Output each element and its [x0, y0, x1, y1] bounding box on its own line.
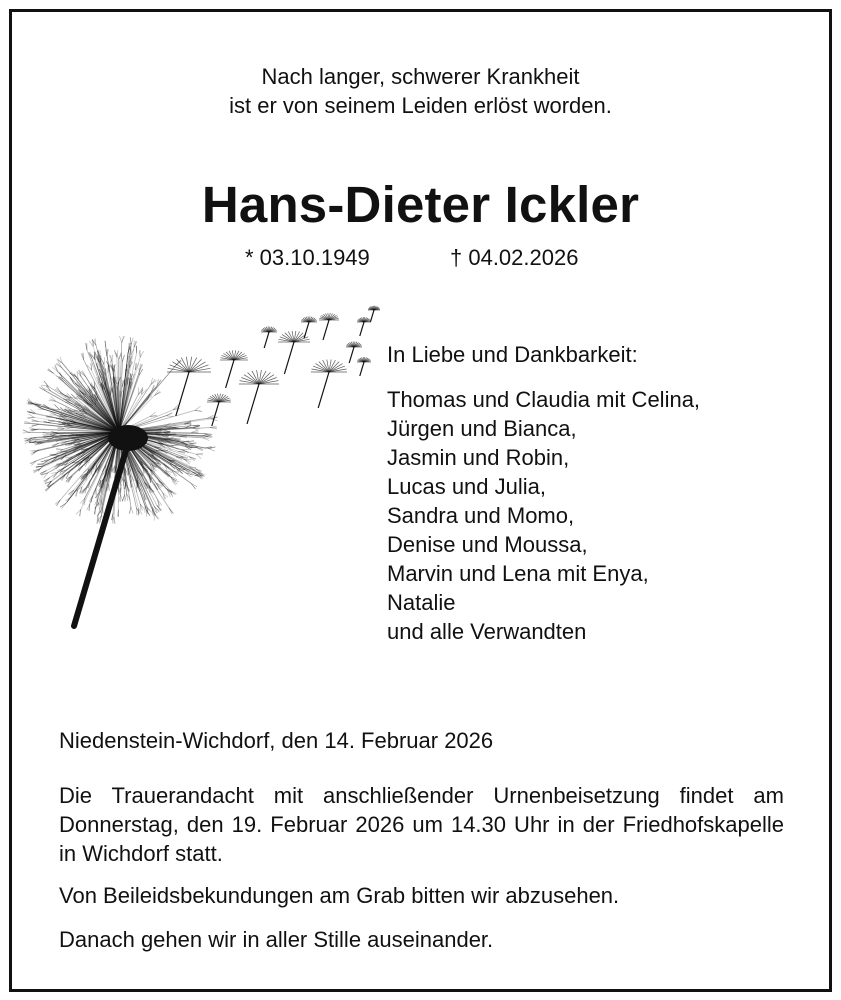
service-text: Die Trauerandacht mit anschließender Urnenbeisetzung findet am Donnerstag, den 19. Februar 2026 um 14.30 Uhr in der Friedhofskapelle in Wichdorf statt.	[59, 783, 784, 866]
mourner-line: und alle Verwandten	[387, 619, 587, 644]
mourner-line: Denise und Moussa,	[387, 532, 588, 557]
birth-date: * 03.10.1949	[245, 245, 370, 270]
mourners-list	[387, 385, 700, 646]
mourner-line: Natalie	[387, 590, 456, 615]
condolence-text: Von Beileidsbekundungen am Grab bitten wir abzusehen.	[59, 883, 620, 908]
dandelion-center	[108, 425, 148, 451]
place-date: Niedenstein-Wichdorf, den 14. Februar 2026	[59, 728, 494, 753]
deceased-name: Hans-Dieter Ickler	[201, 176, 640, 233]
intro-line-1: Nach langer, schwerer Krankheit	[261, 64, 580, 89]
death-date: † 04.02.2026	[450, 245, 579, 270]
mourner-line: Sandra und Momo,	[387, 503, 575, 528]
mourner-line: Marvin und Lena mit Enya,	[387, 561, 649, 586]
mourner-line: Thomas und Claudia mit Celina,	[387, 387, 701, 412]
closing-text: Danach gehen wir in aller Stille auseinander.	[59, 927, 494, 952]
mourners-heading: In Liebe und Dankbarkeit:	[387, 342, 638, 367]
mourner-line: Jasmin und Robin,	[387, 445, 570, 470]
flying-seeds	[167, 306, 380, 426]
intro-line-2: ist er von seinem Leiden erlöst worden.	[229, 93, 612, 118]
mourners-block	[387, 340, 700, 646]
mourner-line: Jürgen und Bianca,	[387, 416, 577, 441]
dandelion-illustration	[14, 292, 394, 632]
mourner-line: Lucas und Julia,	[387, 474, 546, 499]
intro-text	[0, 62, 841, 120]
